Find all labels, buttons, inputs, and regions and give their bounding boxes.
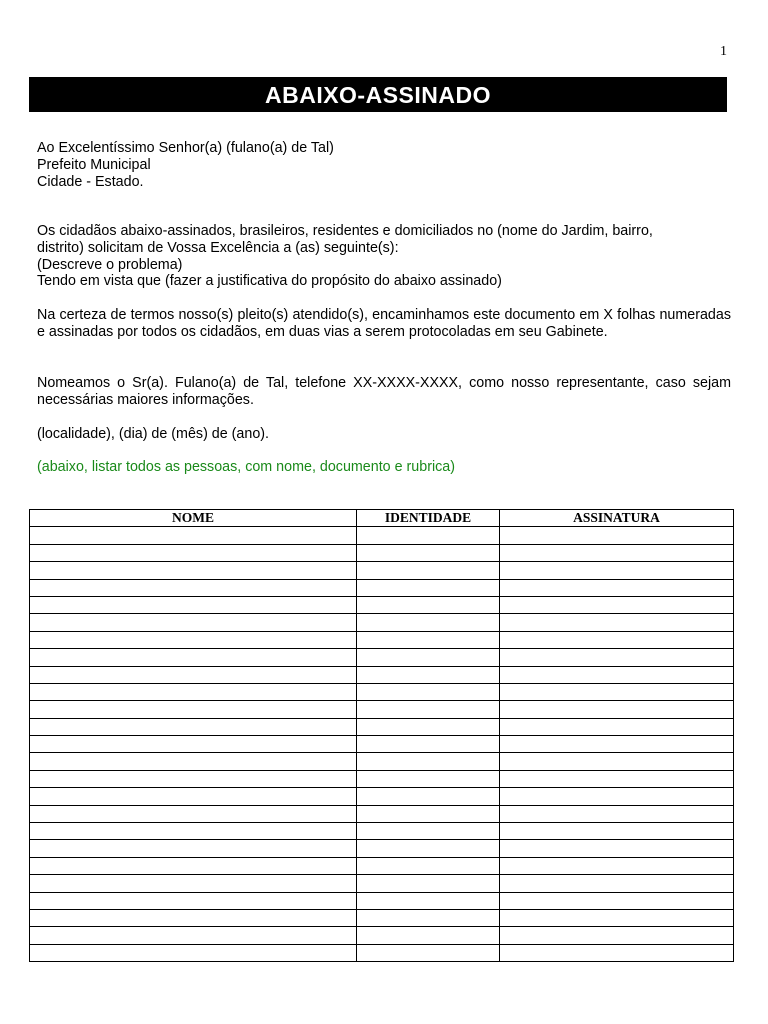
request-line: (Descreve o problema)	[37, 256, 183, 273]
identidade-cell	[357, 892, 500, 909]
addressee-line: Prefeito Municipal	[37, 156, 151, 173]
nome-cell	[30, 596, 357, 613]
assinatura-cell	[500, 649, 734, 666]
identidade-cell	[357, 718, 500, 735]
identidade-cell	[357, 875, 500, 892]
table-row	[30, 788, 734, 805]
assinatura-cell	[500, 909, 734, 926]
certainty-paragraph: Na certeza de termos nosso(s) pleito(s) atendido(s), encaminhamos este documento em X folhas numeradas e assinadas por todos os cidadãos, em duas vias a serem protocoladas em seu Gabinete.	[37, 307, 731, 340]
identidade-cell	[357, 631, 500, 648]
addressee-line: Ao Excelentíssimo Senhor(a) (fulano(a) de Tal)	[37, 140, 334, 156]
addressee-line: Cidade - Estado.	[37, 173, 144, 190]
nome-cell	[30, 683, 357, 700]
header-assinatura: ASSINATURA	[500, 510, 734, 527]
table-row	[30, 909, 734, 926]
nome-cell	[30, 892, 357, 909]
document-title: ABAIXO-ASSINADO	[29, 77, 727, 112]
date-line: (localidade), (dia) de (mês) de (ano).	[37, 426, 270, 442]
table-row	[30, 701, 734, 718]
assinatura-cell	[500, 736, 734, 753]
identidade-cell	[357, 579, 500, 596]
table-row	[30, 823, 734, 840]
table-row	[30, 614, 734, 631]
nome-cell	[30, 770, 357, 787]
table-row	[30, 527, 734, 544]
identidade-cell	[357, 649, 500, 666]
nome-cell	[30, 579, 357, 596]
assinatura-cell	[500, 596, 734, 613]
table-row	[30, 666, 734, 683]
assinatura-cell	[500, 788, 734, 805]
table-row	[30, 875, 734, 892]
identidade-cell	[357, 736, 500, 753]
nome-cell	[30, 527, 357, 544]
nome-cell	[30, 909, 357, 926]
request-line: Os cidadãos abaixo-assinados, brasileiros, residentes e domiciliados no (nome do Jardim, bairro,	[37, 223, 653, 239]
identidade-cell	[357, 823, 500, 840]
table-row	[30, 596, 734, 613]
table-row	[30, 631, 734, 648]
table-row	[30, 683, 734, 700]
table-row	[30, 718, 734, 735]
table-row	[30, 840, 734, 857]
identidade-cell	[357, 701, 500, 718]
table-row	[30, 857, 734, 874]
assinatura-cell	[500, 770, 734, 787]
table-row	[30, 805, 734, 822]
instruction-note: (abaixo, listar todos as pessoas, com nome, documento e rubrica)	[37, 459, 455, 475]
table-row	[30, 736, 734, 753]
nome-cell	[30, 544, 357, 561]
assinatura-cell	[500, 666, 734, 683]
identidade-cell	[357, 770, 500, 787]
assinatura-cell	[500, 544, 734, 561]
page-number: 1	[720, 44, 727, 59]
nome-cell	[30, 562, 357, 579]
identidade-cell	[357, 805, 500, 822]
nome-cell	[30, 666, 357, 683]
assinatura-cell	[500, 701, 734, 718]
assinatura-cell	[500, 683, 734, 700]
table-row	[30, 927, 734, 944]
identidade-cell	[357, 909, 500, 926]
request-paragraph	[37, 223, 731, 290]
assinatura-cell	[500, 614, 734, 631]
nome-cell	[30, 857, 357, 874]
header-nome: NOME	[30, 510, 357, 527]
nome-cell	[30, 823, 357, 840]
table-row	[30, 753, 734, 770]
nome-cell	[30, 875, 357, 892]
identidade-cell	[357, 840, 500, 857]
identidade-cell	[357, 544, 500, 561]
identidade-cell	[357, 527, 500, 544]
nome-cell	[30, 927, 357, 944]
assinatura-cell	[500, 927, 734, 944]
assinatura-cell	[500, 892, 734, 909]
identidade-cell	[357, 788, 500, 805]
signature-table	[29, 509, 734, 962]
assinatura-cell	[500, 944, 734, 961]
nome-cell	[30, 944, 357, 961]
nome-cell	[30, 614, 357, 631]
nome-cell	[30, 736, 357, 753]
request-line: Tendo em vista que (fazer a justificativa do propósito do abaixo assinado)	[37, 273, 502, 290]
assinatura-cell	[500, 840, 734, 857]
identidade-cell	[357, 596, 500, 613]
identidade-cell	[357, 683, 500, 700]
assinatura-cell	[500, 631, 734, 648]
assinatura-cell	[500, 562, 734, 579]
request-line: distrito) solicitam de Vossa Excelência a (as) seguinte(s):	[37, 239, 399, 256]
table-row	[30, 562, 734, 579]
nome-cell	[30, 753, 357, 770]
table-header-row	[30, 510, 734, 527]
nome-cell	[30, 840, 357, 857]
nome-cell	[30, 631, 357, 648]
identidade-cell	[357, 857, 500, 874]
identidade-cell	[357, 927, 500, 944]
identidade-cell	[357, 614, 500, 631]
assinatura-cell	[500, 823, 734, 840]
identidade-cell	[357, 562, 500, 579]
assinatura-cell	[500, 753, 734, 770]
table-row	[30, 892, 734, 909]
identidade-cell	[357, 944, 500, 961]
table-row	[30, 579, 734, 596]
assinatura-cell	[500, 527, 734, 544]
representative-paragraph: Nomeamos o Sr(a). Fulano(a) de Tal, telefone XX-XXXX-XXXX, como nosso representante, caso sejam necessárias maiores informações.	[37, 375, 731, 408]
nome-cell	[30, 649, 357, 666]
table-row	[30, 649, 734, 666]
assinatura-cell	[500, 875, 734, 892]
assinatura-cell	[500, 718, 734, 735]
nome-cell	[30, 718, 357, 735]
nome-cell	[30, 788, 357, 805]
assinatura-cell	[500, 805, 734, 822]
identidade-cell	[357, 666, 500, 683]
header-identidade: IDENTIDADE	[357, 510, 500, 527]
nome-cell	[30, 805, 357, 822]
signature-rows	[30, 527, 734, 962]
table-row	[30, 544, 734, 561]
identidade-cell	[357, 753, 500, 770]
table-row	[30, 944, 734, 961]
assinatura-cell	[500, 579, 734, 596]
nome-cell	[30, 701, 357, 718]
addressee-block	[37, 140, 731, 190]
table-row	[30, 770, 734, 787]
assinatura-cell	[500, 857, 734, 874]
